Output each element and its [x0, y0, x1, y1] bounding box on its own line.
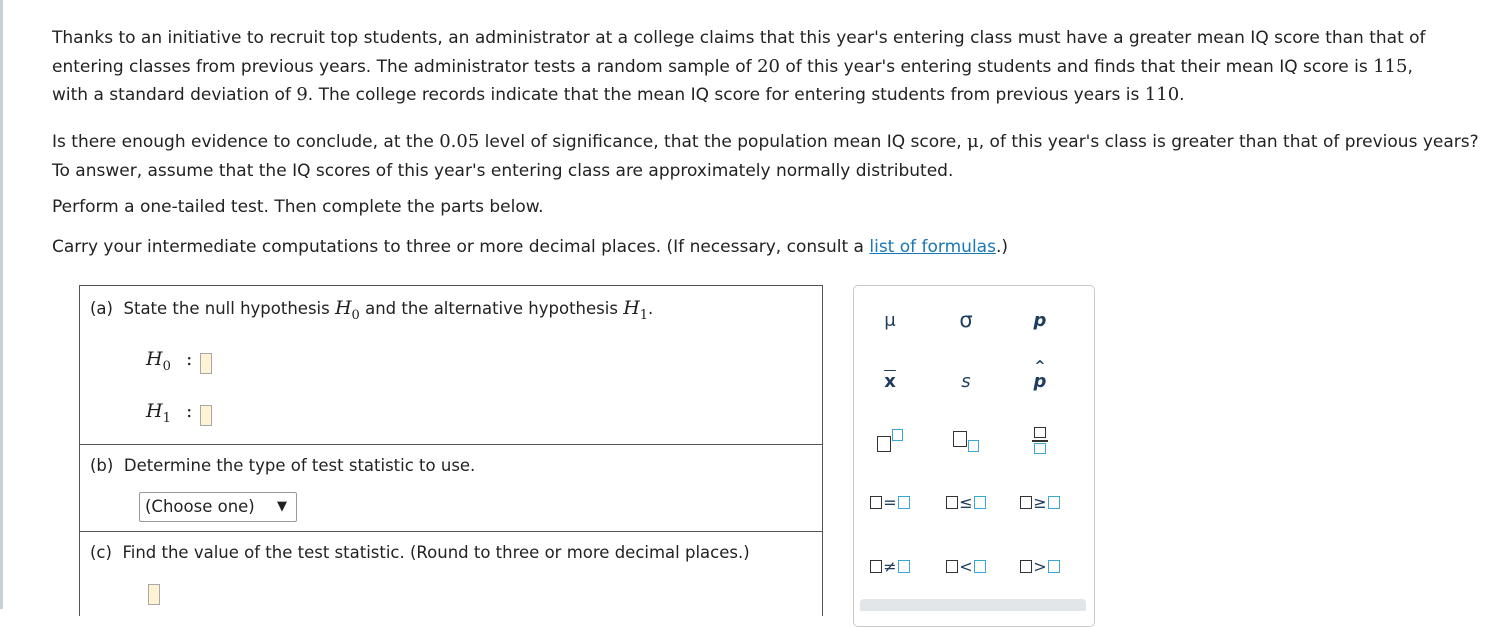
h0-inline-letter: H	[334, 297, 352, 319]
p1-text-1: Thanks to an initiative to recruit top students, an administrator at a college claims that this year's entering class must have a greater mean IQ score than that of entering classes from previous years. The administrator tests a random sample of	[52, 28, 1426, 77]
h1-letter: H	[146, 400, 163, 422]
s-icon: s	[961, 370, 971, 392]
less-than-button[interactable]	[938, 549, 994, 583]
p1-text-3: ,	[1407, 56, 1413, 77]
sample-mean-value: 115	[1373, 55, 1408, 77]
part-b-text: Determine the type of test statistic to use.	[123, 456, 476, 475]
test-statistic-select[interactable]	[139, 492, 297, 522]
greater-than-button[interactable]	[1012, 549, 1068, 583]
p4-text-2: .)	[995, 237, 1008, 257]
problem-paragraph-3: Perform a one-tailed test. Then complete the parts below.	[52, 197, 544, 217]
part-c-text: Find the value of the test statistic. (Round to three or more decimal places.)	[122, 543, 750, 562]
problem-paragraph-1	[52, 24, 1482, 81]
greater-equal-button[interactable]	[1012, 485, 1068, 519]
xbar-icon: $\overline{x}$	[884, 370, 896, 392]
part-a-text: State the null hypothesis	[123, 299, 330, 318]
p-icon: p	[1033, 309, 1047, 331]
p1-text-2: of this year's entering students and finds that their mean IQ score is	[779, 56, 1374, 77]
part-a-and: and the alternative hypothesis	[365, 299, 618, 318]
rhs-square	[898, 496, 910, 509]
select-value: (Choose one)	[145, 497, 255, 516]
hat-mark: ^	[1034, 358, 1046, 374]
subscript-template-icon	[951, 428, 981, 454]
dropdown-arrow-icon: ▼	[277, 499, 287, 514]
problem-paragraph-4	[52, 233, 1482, 262]
p2-text-3: , of this year's class is greater than that of previous years? To answer, assume that the IQ scores of this year's entering class are approximately normally distributed.	[52, 132, 1479, 181]
h0-sub: 0	[162, 358, 171, 374]
population-mean-value: 110	[1144, 84, 1180, 105]
part-a-prefix: (a)	[90, 299, 113, 318]
p4-text-1: Carry your intermediate computations to three or more decimal places. (If necessary, consult a	[52, 237, 870, 257]
h1-inline-letter: H	[623, 297, 640, 319]
not-equal-button[interactable]	[862, 549, 918, 583]
alpha-value: 0.05	[439, 131, 480, 152]
subscript-square	[968, 440, 979, 452]
lhs-square	[1020, 560, 1032, 573]
rhs-square	[898, 560, 910, 573]
palette-bottom-bar	[860, 599, 1086, 611]
less-equal-button[interactable]	[938, 485, 994, 519]
question-parts-box	[79, 285, 823, 616]
h0-inline	[334, 297, 360, 323]
problem-paragraph-1-line-3	[52, 81, 1482, 110]
superscript-template-icon	[875, 428, 905, 454]
phat-letter: p	[1033, 370, 1047, 392]
equals-button[interactable]	[862, 485, 918, 519]
p2-text-2: level of significance, that the population mean IQ score,	[479, 132, 968, 152]
h1-colon: :	[186, 400, 193, 422]
part-a-period: .	[648, 299, 654, 318]
xbar-button[interactable]	[862, 364, 918, 398]
symbol-palette	[853, 285, 1095, 627]
superscript-button[interactable]	[862, 424, 918, 458]
part-b-section	[80, 444, 822, 532]
h0-label	[146, 348, 171, 374]
lhs-square	[870, 496, 882, 509]
part-a-section	[80, 286, 822, 444]
lhs-square	[1020, 496, 1032, 509]
sample-size-value: 20	[757, 55, 780, 77]
h0-answer-box[interactable]	[200, 353, 212, 374]
h1-sub: 1	[162, 410, 171, 426]
part-b-prefix: (b)	[90, 456, 114, 475]
left-border	[0, 0, 3, 609]
subscript-button[interactable]	[938, 424, 994, 458]
h1-inline-sub: 1	[639, 307, 649, 323]
phat-icon	[1033, 358, 1047, 392]
p1-text-6: .	[1179, 85, 1185, 105]
s-button[interactable]	[938, 364, 994, 398]
not-equal-icon: ≠	[883, 556, 897, 576]
h1-inline	[623, 297, 649, 323]
fraction-button[interactable]	[1012, 424, 1068, 458]
fraction-bar	[1032, 440, 1048, 442]
part-c-label	[90, 543, 750, 562]
part-a-label	[90, 297, 653, 323]
p-button[interactable]	[1012, 303, 1068, 337]
problem-paragraph-2	[52, 128, 1482, 185]
greater-than-icon: >	[1033, 556, 1047, 576]
rhs-square	[1048, 496, 1060, 509]
part-c-section	[80, 531, 822, 617]
h0-letter: H	[146, 348, 163, 370]
test-statistic-answer-box[interactable]	[148, 584, 160, 605]
p2-text-1: Is there enough evidence to conclude, at the	[52, 132, 440, 152]
greater-equal-icon: ≥	[1033, 492, 1047, 512]
rhs-square	[974, 496, 986, 509]
denominator-square	[1034, 443, 1046, 454]
lhs-square	[870, 560, 882, 573]
fraction-template-icon	[1032, 426, 1048, 456]
h1-label	[146, 400, 171, 426]
rhs-square	[1048, 560, 1060, 573]
list-of-formulas-link[interactable]: list of formulas	[869, 237, 996, 257]
mu-symbol: μ	[967, 131, 979, 152]
less-equal-icon: ≤	[959, 492, 973, 512]
h0-inline-sub: 0	[351, 307, 360, 323]
base-square	[877, 436, 891, 452]
phat-button[interactable]	[1012, 358, 1068, 398]
less-than-icon: <	[959, 556, 973, 576]
h1-answer-box[interactable]	[200, 405, 212, 426]
exponent-square	[892, 429, 903, 441]
equals-icon: =	[883, 492, 897, 512]
lhs-square	[946, 560, 958, 573]
h0-colon: :	[186, 348, 193, 370]
lhs-square	[946, 496, 958, 509]
part-b-label	[90, 456, 475, 475]
base-square	[953, 431, 967, 447]
sd-value: 9	[296, 84, 308, 105]
sigma-icon: σ	[959, 308, 973, 332]
numerator-square	[1034, 427, 1046, 438]
p1-text-5: . The college records indicate that the mean IQ score for entering students from previous years is	[307, 85, 1145, 105]
part-c-prefix: (c)	[90, 543, 112, 562]
mu-button[interactable]	[862, 303, 918, 337]
rhs-square	[974, 560, 986, 573]
p1-text-4: with a standard deviation of	[52, 85, 297, 105]
mu-icon: μ	[884, 309, 896, 331]
sigma-button[interactable]	[938, 303, 994, 337]
